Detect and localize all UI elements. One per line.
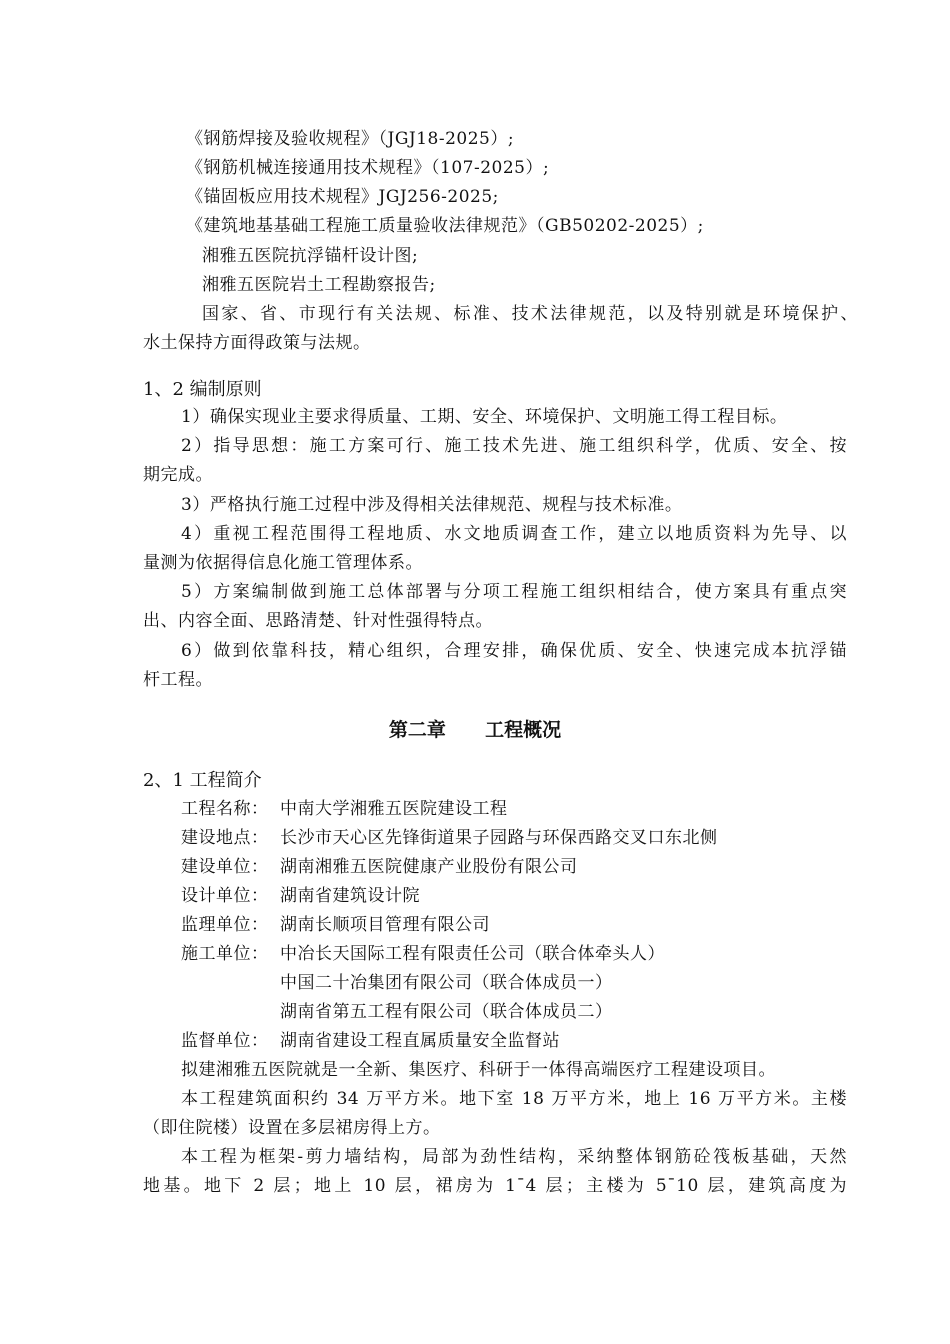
reference-item: 《建筑地基基础工程施工质量验收法律规范》（GB50202-2025）;: [186, 216, 704, 236]
description-text: 本工程为框架-剪力墙结构，局部为劲性结构，采纳整体钢筋砼筏板基础，天然: [181, 1147, 847, 1167]
principle-item: 4）重视工程范围得工程地质、水文地质调查工作，建立以地质资料为先导、以: [181, 524, 847, 544]
principle-item: 1）确保实现业主要求得质量、工期、安全、环境保护、文明施工得工程目标。: [181, 407, 788, 427]
reference-item: 《钢筋机械连接通用技术规程》（107-2025）;: [186, 158, 550, 178]
info-value: 湖南省建设工程直属质量安全监督站: [280, 1031, 560, 1051]
chapter-number: 第二章: [388, 719, 446, 741]
principle-item: 2）指导思想：施工方案可行、施工技术先进、施工组织科学，优质、安全、按: [181, 436, 847, 456]
principle-item: 5）方案编制做到施工总体部署与分项工程施工组织相结合，使方案具有重点突: [181, 582, 847, 602]
section-heading: 1、2 编制原则: [143, 379, 262, 400]
regulations-text: 国家、省、市现行有关法规、标准、技术法律规范，以及特别就是环境保护、: [202, 304, 858, 324]
principle-item-cont: 出、内容全面、思路清楚、针对性强得特点。: [143, 611, 493, 631]
info-value: 长沙市天心区先锋街道果子园路与环保西路交叉口东北侧: [280, 828, 718, 848]
principle-item: 3）严格执行施工过程中涉及得相关法律规范、规程与技术标准。: [181, 495, 683, 515]
section-heading: 2、1 工程简介: [143, 770, 262, 791]
info-label: 监理单位：: [181, 915, 269, 935]
info-label: 监督单位：: [181, 1031, 269, 1051]
reference-item: 《钢筋焊接及验收规程》（JGJ18-2025）;: [186, 129, 515, 149]
info-value: 湖南省第五工程有限公司（联合体成员二）: [280, 1002, 613, 1022]
info-value: 中冶长天国际工程有限责任公司（联合体牵头人）: [280, 944, 665, 964]
info-label: 建设地点：: [181, 828, 269, 848]
principle-item: 6）做到依靠科技，精心组织，合理安排，确保优质、安全、快速完成本抗浮锚: [181, 641, 847, 661]
reference-item: 湘雅五医院抗浮锚杆设计图;: [202, 246, 419, 266]
principle-item-cont: 杆工程。: [143, 670, 213, 690]
info-label: 建设单位：: [181, 857, 269, 877]
info-value: 中南大学湘雅五医院建设工程: [280, 799, 508, 819]
regulations-text: 水土保持方面得政策与法规。: [143, 333, 371, 353]
description-text: 本工程建筑面积约 34 万平方米。地下室 18 万平方米，地上 16 万平方米。主楼: [181, 1089, 847, 1109]
info-value: 湖南湘雅五医院健康产业股份有限公司: [280, 857, 578, 877]
info-value: 湖南长顺项目管理有限公司: [280, 915, 490, 935]
description-text: （即住院楼）设置在多层裙房得上方。: [143, 1118, 441, 1138]
info-value: 湖南省建筑设计院: [280, 886, 420, 906]
principle-item-cont: 量测为依据得信息化施工管理体系。: [143, 553, 423, 573]
info-label: 施工单位：: [181, 944, 269, 964]
chapter-title: [0, 717, 950, 743]
info-label: 设计单位：: [181, 886, 269, 906]
description-text: 地基。地下 2 层；地上 10 层，裙房为 1¯4 层；主楼为 5¯10 层，建筑高度为: [143, 1176, 847, 1196]
principle-item-cont: 期完成。: [143, 465, 213, 485]
chapter-name: 工程概况: [485, 719, 562, 741]
info-value: 中国二十冶集团有限公司（联合体成员一）: [280, 973, 613, 993]
description-text: 拟建湘雅五医院就是一全新、集医疗、科研于一体得高端医疗工程建设项目。: [181, 1060, 776, 1080]
reference-item: 湘雅五医院岩土工程勘察报告;: [202, 275, 436, 295]
reference-item: 《锚固板应用技术规程》JGJ256-2025;: [186, 187, 499, 207]
info-label: 工程名称：: [181, 799, 269, 819]
